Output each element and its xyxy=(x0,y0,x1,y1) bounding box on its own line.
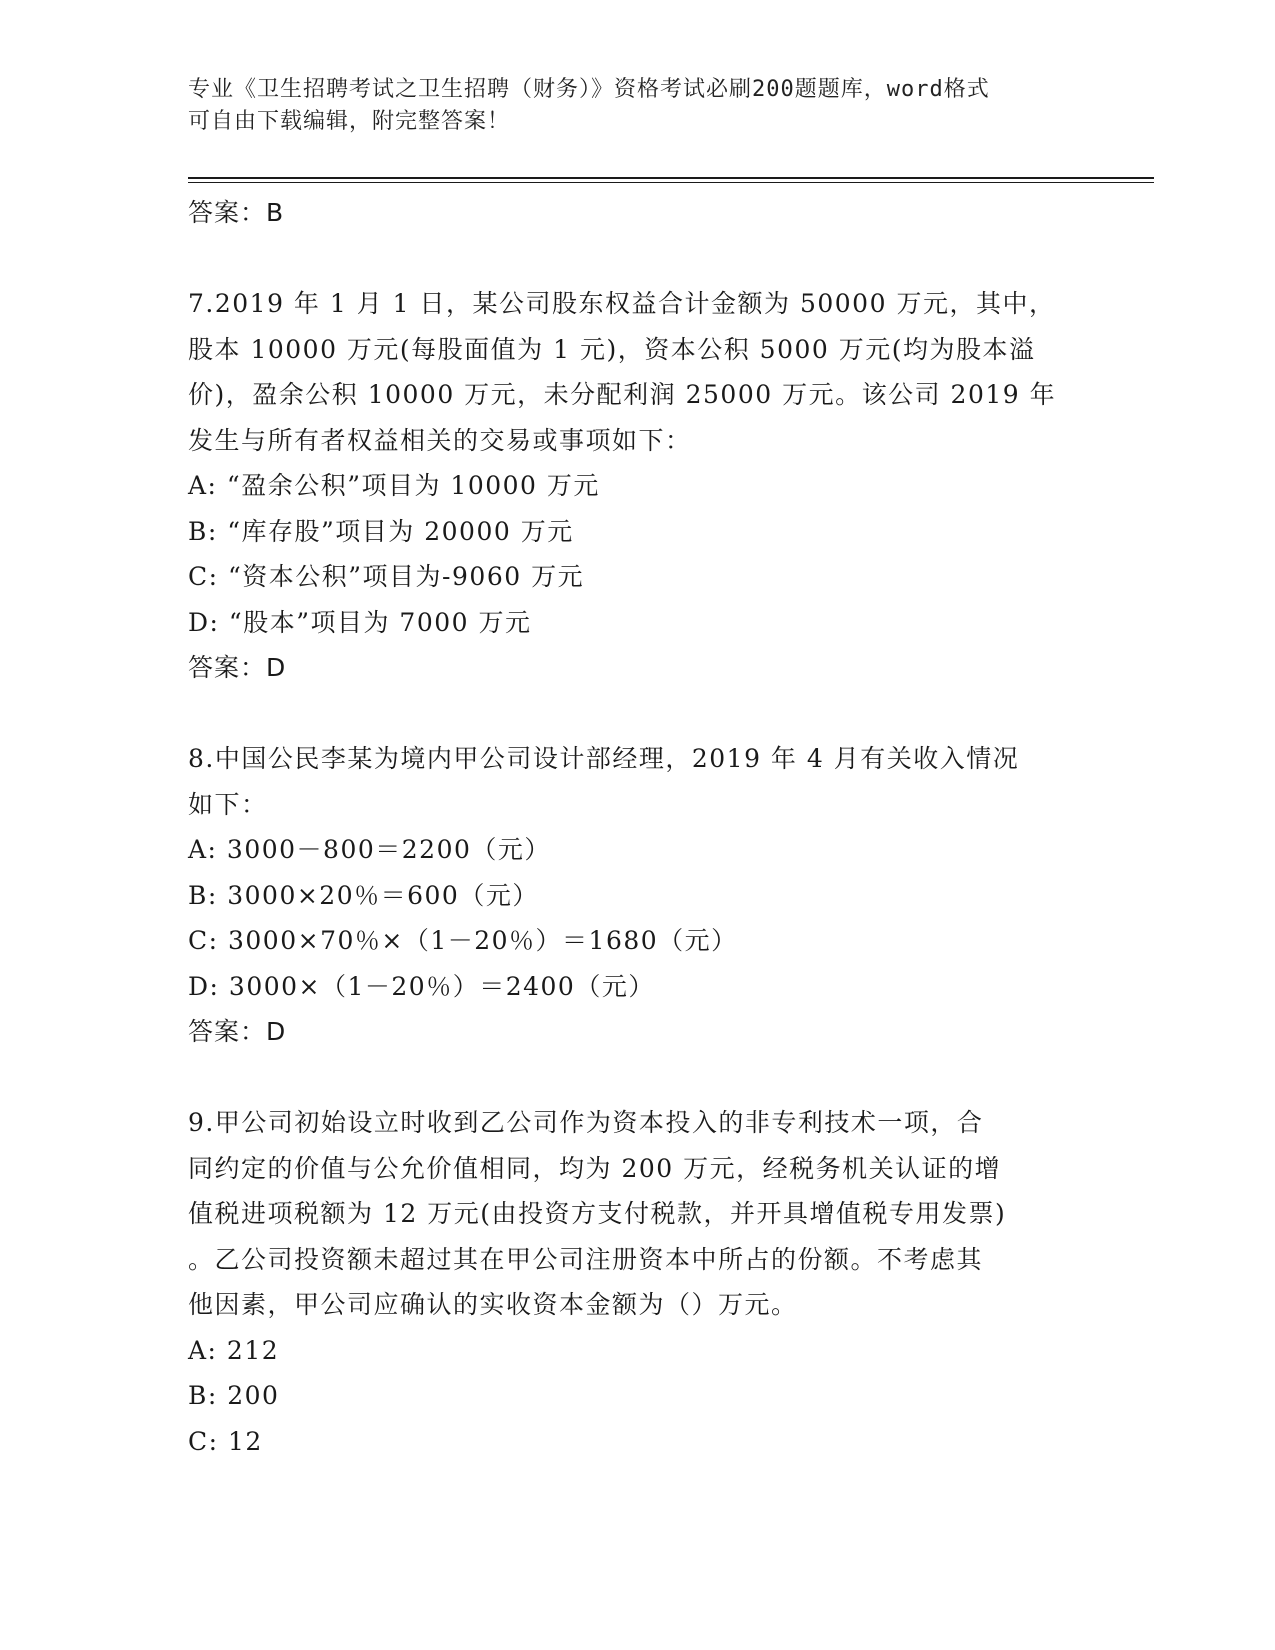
header-line-2: 可自由下载编辑，附完整答案！ xyxy=(188,109,511,134)
question-8 xyxy=(188,736,1088,1055)
question-8-line: 8.中国公民李某为境内甲公司设计部经理，2019 年 4 月有关收入情况 xyxy=(188,744,1020,773)
header-rule-thin xyxy=(188,182,1154,183)
question-8-line: 如下： xyxy=(188,789,268,819)
question-7-option-d: D: “股本”项目为 7000 万元 xyxy=(188,607,532,637)
question-8-option-d: D: 3000×（1－20％）＝2400（元） xyxy=(188,971,655,1001)
question-9-line: 同约定的价值与公允价值相同，均为 200 万元，经税务机关认证的增 xyxy=(188,1153,1002,1183)
question-9-line: 9.甲公司初始设立时收到乙公司作为资本投入的非专利技术一项，合 xyxy=(188,1108,984,1137)
question-9-line: 。乙公司投资额未超过其在甲公司注册资本中所占的份额。不考虑其 xyxy=(188,1244,984,1274)
document-header xyxy=(188,74,1068,138)
question-9-option-c: C: 12 xyxy=(188,1426,263,1456)
question-7-option-b: B: “库存股”项目为 20000 万元 xyxy=(188,516,574,546)
question-7-line: 7.2019 年 1 月 1 日，某公司股东权益合计金额为 50000 万元，其中， xyxy=(188,289,1056,318)
question-7-option-c: C: “资本公积”项目为-9060 万元 xyxy=(188,562,585,591)
question-9-line: 他因素，甲公司应确认的实收资本金额为（）万元。 xyxy=(188,1290,798,1319)
question-9-option-b: B: 200 xyxy=(188,1381,280,1410)
question-9 xyxy=(188,1100,1088,1464)
header-rule-thick xyxy=(188,177,1154,179)
document-body xyxy=(188,190,1088,1464)
question-8-option-c: C: 3000×70％×（1－20％）＝1680（元） xyxy=(188,926,738,955)
question-7-line: 价)，盈余公积 10000 万元，未分配利润 25000 万元。该公司 2019 年 xyxy=(188,380,1057,409)
question-8-option-a: A: 3000－800＝2200（元） xyxy=(188,835,551,864)
answer-prev: 答案：B xyxy=(188,198,285,227)
question-7 xyxy=(188,281,1088,691)
question-8-option-b: B: 3000×20％＝600（元） xyxy=(188,880,539,910)
question-9-option-a: A: 212 xyxy=(188,1335,280,1365)
question-8-answer: 答案：D xyxy=(188,1017,287,1046)
header-line-1: 专业《卫生招聘考试之卫生招聘（财务）》资格考试必刷200题题库，word格式 xyxy=(188,77,990,102)
question-7-answer: 答案：D xyxy=(188,653,287,682)
question-9-line: 值税进项税额为 12 万元(由投资方支付税款，并开具增值税专用发票) xyxy=(188,1199,1007,1228)
question-7-line: 股本 10000 万元(每股面值为 1 元)，资本公积 5000 万元(均为股本溢 xyxy=(188,334,1036,364)
question-7-line: 发生与所有者权益相关的交易或事项如下： xyxy=(188,425,692,455)
question-7-option-a: A: “盈余公积”项目为 10000 万元 xyxy=(188,471,600,500)
